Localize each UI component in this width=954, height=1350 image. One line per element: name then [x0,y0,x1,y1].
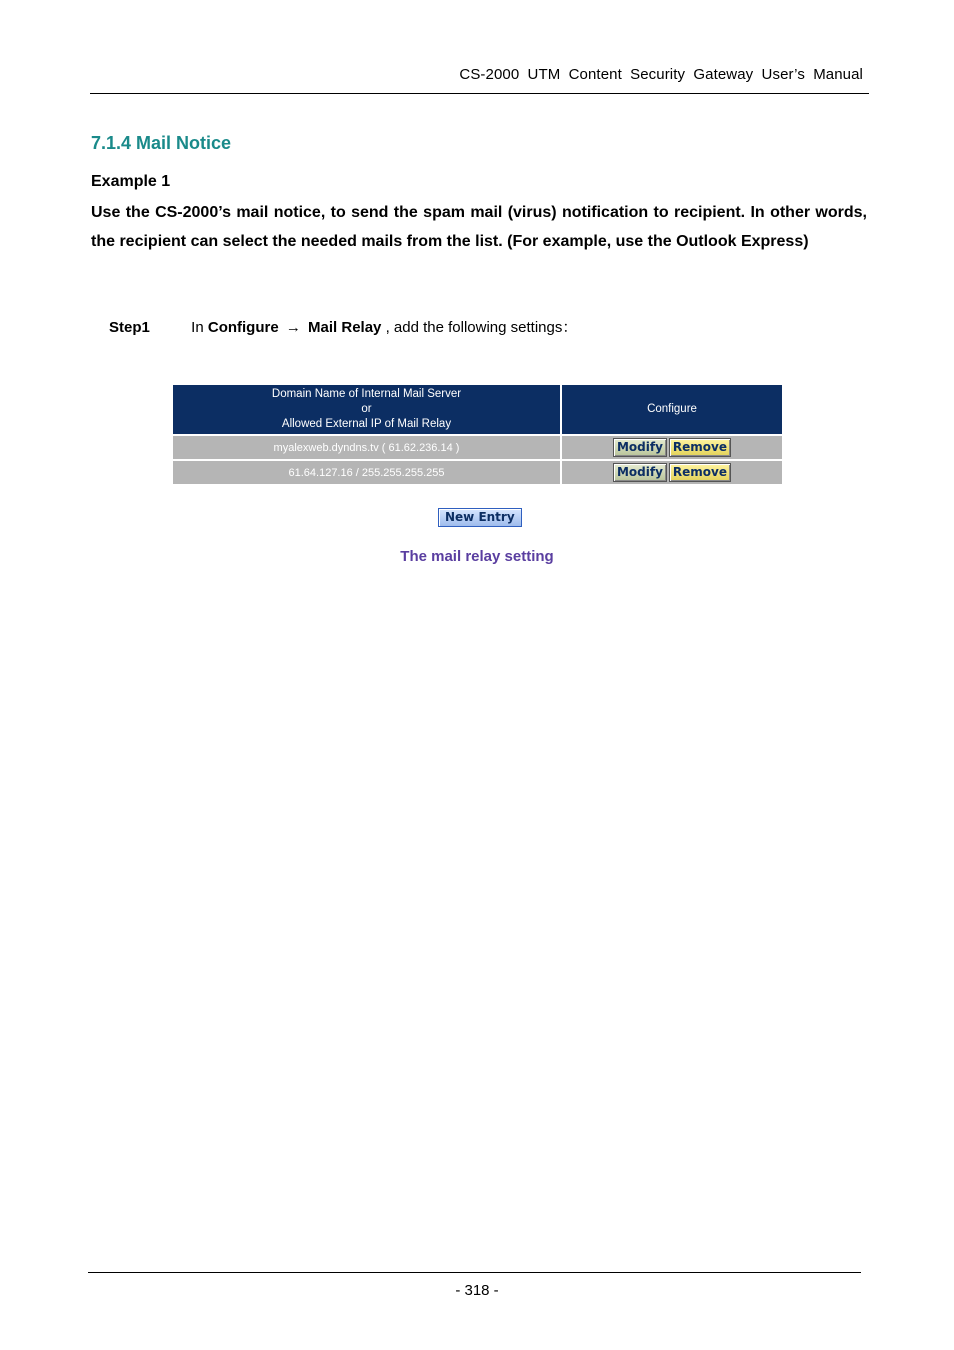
step-instruction [109,316,577,337]
section-title: 7.1.4 Mail Notice [91,133,232,153]
column-header-configure: Configure [562,385,782,434]
table-row [173,434,782,459]
column-header-domain-line: or [361,403,372,415]
header-divider [90,93,869,94]
new-entry-button[interactable]: New Entry [438,508,522,527]
column-header-domain [173,385,560,434]
step-text [191,319,577,336]
table-header-row [173,385,782,434]
remove-button[interactable]: Remove [669,463,731,482]
menu-mail-relay: Mail Relay [308,319,382,336]
modify-button[interactable]: Modify [613,463,667,482]
remove-button[interactable]: Remove [669,438,731,457]
arrow-right-icon: → [285,319,301,336]
table-row [173,459,782,484]
intro-paragraph: Use the CS-2000’s mail notice, to send the spam mail (virus) notification to recipient. In other words, the recipient can select the needed mails from the list. (For example, use the Outlook Express) [91,204,867,250]
step-prefix: In [191,319,204,336]
column-header-domain-line: Domain Name of Internal Mail Server [271,388,462,400]
step-label: Step1 [109,319,150,336]
running-header: CS-2000 UTM Content Security Gateway User’s Manual [459,66,863,83]
row-actions [562,459,782,484]
column-header-domain-line: Allowed External IP of Mail Relay [281,418,452,430]
relay-entry: 61.64.127.16 / 255.255.255.255 [173,459,560,484]
relay-entry: myalexweb.dyndns.tv ( 61.62.236.14 ) [173,434,560,459]
modify-button[interactable]: Modify [613,438,667,457]
step-suffix: , add the following settings： [385,319,578,336]
footer-divider [88,1272,861,1273]
mail-relay-table [171,385,784,484]
menu-configure: Configure [207,319,279,336]
page-number: - 318 - [455,1282,499,1299]
row-actions [562,434,782,459]
example-label: Example 1 [91,173,171,190]
figure-caption: The mail relay setting [400,548,554,565]
